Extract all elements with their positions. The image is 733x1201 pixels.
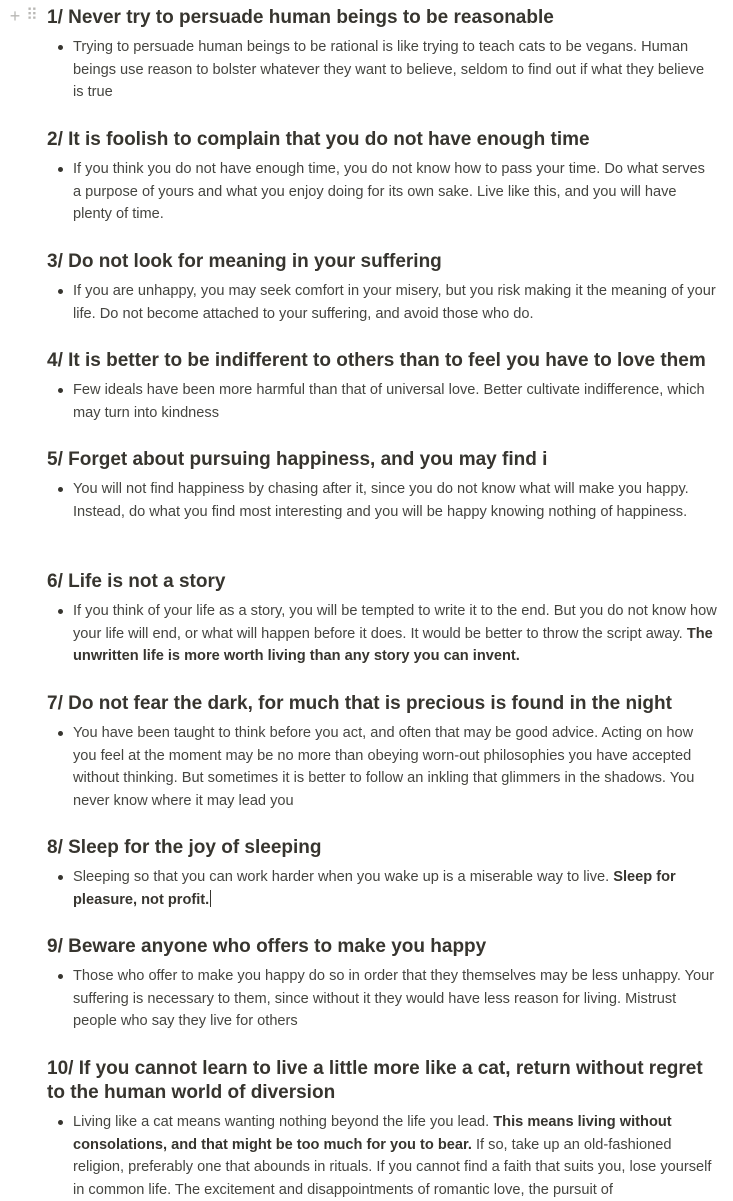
section-2 [47, 128, 717, 226]
section-heading[interactable]: 3/ Do not look for meaning in your suffering [47, 251, 442, 272]
drag-handle-icon[interactable]: ⠿ [26, 7, 36, 24]
section-1 [47, 6, 717, 104]
bullet-text: You have been taught to think before you act, and often that may be good advice. Acting on how you feel at the moment may be no more than obeying worn-out philosophies you have accepted without thinking. But sometimes it is better to follow an inkling that glimmers in the shadows. You never know where it may lead you [73, 725, 695, 809]
bullet-bold-text: This means living without consolations, and that might be too much for you to bear. [73, 1114, 672, 1153]
section-9 [47, 935, 717, 1033]
section-heading[interactable]: 6/ Life is not a story [47, 571, 226, 592]
section-heading[interactable]: 8/ Sleep for the joy of sleeping [47, 837, 322, 858]
section-6 [47, 570, 717, 668]
section-5 [47, 448, 717, 523]
text-cursor [210, 890, 211, 907]
bullet-text: Sleeping so that you can work harder when you wake up is a miserable way to live. [73, 869, 610, 885]
section-heading[interactable]: 9/ Beware anyone who offers to make you happy [47, 936, 487, 957]
section-10 [47, 1057, 717, 1201]
section-heading[interactable]: 2/ It is foolish to complain that you do not have enough time [47, 129, 590, 150]
bullet-item[interactable] [47, 1111, 717, 1201]
bullet-bold-text: Sleep for pleasure, not profit. [73, 869, 676, 908]
bullet-item[interactable] [47, 722, 717, 812]
section-8 [47, 836, 717, 911]
plus-icon[interactable]: + [9, 6, 21, 26]
section-3 [47, 250, 717, 325]
bullet-bold-text: The unwritten life is more worth living than any story you can invent. [73, 625, 713, 664]
section-heading[interactable]: 7/ Do not fear the dark, for much that is precious is found in the night [47, 693, 672, 714]
bullet-item[interactable] [47, 478, 717, 523]
bullet-text: If you think of your life as a story, you will be tempted to write it to the end. But you do not know how your life will end, or what will happen before it does. It would be better to throw the script away. [73, 603, 717, 642]
bullet-text: Those who offer to make you happy do so in order that they themselves may be less unhappy. Your suffering is necessary to them, since without it they would have less reason for living. Mistrust people who say they live for others [73, 968, 715, 1029]
bullet-text: If you think you do not have enough time, you do not know how to pass your time. Do what serves a purpose of yours and what you enjoy doing for its own sake. Live like this, and you will have plenty of time. [73, 161, 705, 222]
bullet-text: Living like a cat means wanting nothing beyond the life you lead. [73, 1114, 490, 1130]
bullet-item[interactable] [47, 379, 717, 424]
section-4 [47, 349, 717, 424]
section-heading[interactable]: 5/ Forget about pursuing happiness, and you may find i [47, 449, 548, 470]
section-heading[interactable]: 4/ It is better to be indifferent to others than to feel you have to love them [47, 350, 706, 371]
section-heading[interactable]: 10/ If you cannot learn to live a little more like a cat, return without regret to the human world of diversion [47, 1058, 703, 1103]
bullet-text-after: If so, take up an old-fashioned religion, preferably one that abounds in rituals. If you cannot find a faith that suits you, lose yourself in common life. The excitement and disappointments of romantic love, the pursuit of [73, 1136, 712, 1198]
section-7 [47, 692, 717, 812]
bullet-text: Few ideals have been more harmful than that of universal love. Better cultivate indifference, which may turn into kindness [73, 382, 705, 421]
bullet-item[interactable] [47, 36, 717, 104]
bullet-item[interactable] [47, 158, 717, 226]
bullet-item[interactable] [47, 965, 717, 1033]
bullet-item[interactable] [47, 600, 717, 668]
bullet-text: Trying to persuade human beings to be rational is like trying to teach cats to be vegans. Human beings use reason to bolster whatever they want to believe, seldom to find out if what they believe is true [73, 39, 705, 100]
section-heading[interactable]: 1/ Never try to persuade human beings to be reasonable [47, 7, 554, 28]
bullet-item[interactable] [47, 866, 717, 911]
bullet-text: If you are unhappy, you may seek comfort in your misery, but you risk making it the meaning of your life. Do not become attached to your suffering, and avoid those who do. [73, 283, 716, 322]
block-handle [8, 7, 36, 25]
bullet-text: You will not find happiness by chasing after it, since you do not know what will make you happy. Instead, do what you find most interesting and you will be happy knowing nothing of happiness. [73, 481, 689, 520]
bullet-item[interactable] [47, 280, 717, 325]
